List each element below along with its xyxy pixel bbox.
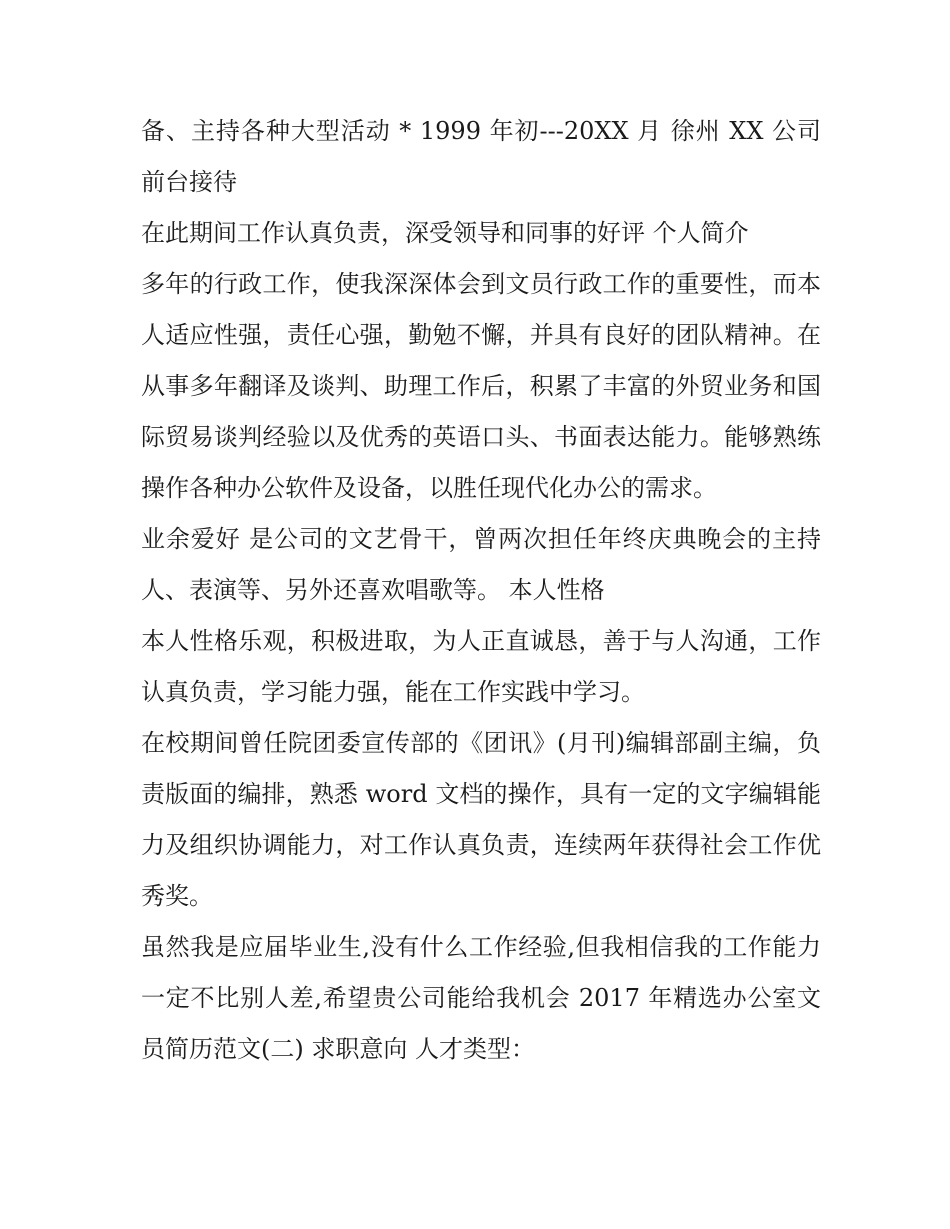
paragraph-closing: 虽然我是应届毕业生,没有什么工作经验,但我相信我的工作能力一定不比别人差,希望贵公司能给我机会 2017 年精选办公室文员简历范文(二) 求职意向 人才类型：	[141, 933, 821, 1063]
paragraph-work-evaluation: 在此期间工作认真负责，深受领导和同事的好评 个人简介	[141, 219, 749, 247]
paragraph-activities-reception: 备、主持各种大型活动 * 1999 年初---20XX 月 徐州 XX 公司 前台接待	[141, 117, 821, 196]
paragraph-personality: 本人性格乐观，积极进取，为人正直诚恳，善于与人沟通，工作认真负责，学习能力强，能在工作实践中学习。	[141, 627, 821, 706]
paragraph-hobbies: 业余爱好 是公司的文艺骨干，曾两次担任年终庆典晚会的主持人、表演等、另外还喜欢唱歌等。 本人性格	[141, 525, 821, 604]
paragraph-school-experience: 在校期间曾任院团委宣传部的《团讯》(月刊)编辑部副主编，负责版面的编排，熟悉 word 文档的操作，具有一定的文字编辑能力及组织协调能力，对工作认真负责，连续两年获得社会工作优秀奖。	[141, 729, 821, 910]
document-body	[141, 106, 821, 1075]
paragraph-personal-profile: 多年的行政工作，使我深深体会到文员行政工作的重要性，而本人适应性强，责任心强，勤勉不懈，并具有良好的团队精神。在从事多年翻译及谈判、助理工作后，积累了丰富的外贸业务和国际贸易谈判经验以及优秀的英语口头、书面表达能力。能够熟练操作各种办公软件及设备，以胜任现代化办公的需求。	[141, 270, 821, 502]
